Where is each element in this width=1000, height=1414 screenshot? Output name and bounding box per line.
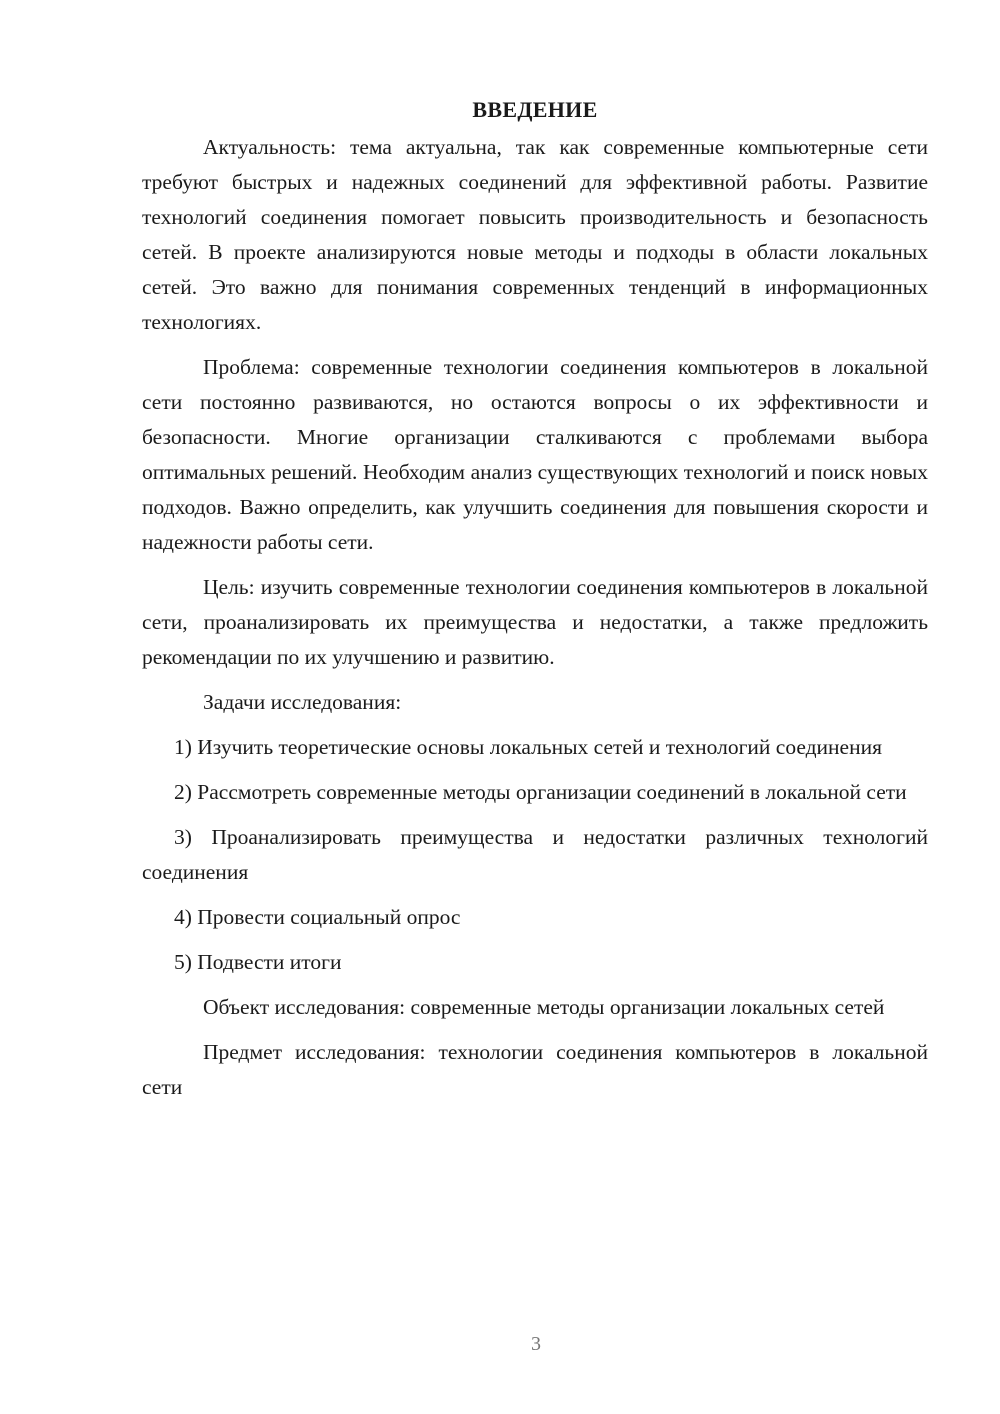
page-number: 3 bbox=[531, 1333, 541, 1355]
task-item: 4) Провести социальный опрос bbox=[174, 905, 461, 929]
task-item: 5) Подвести итоги bbox=[174, 950, 342, 974]
paragraph-object: Объект исследования: современные методы организации локальных сетей bbox=[203, 995, 885, 1019]
task-item: 1) Изучить теоретические основы локальных сетей и технологий соединения bbox=[174, 735, 882, 759]
document-page bbox=[142, 92, 928, 1105]
page-title: ВВЕДЕНИЕ bbox=[472, 97, 598, 122]
paragraph-subject: Предмет исследования: технологии соединения компьютеров в локальной сети bbox=[142, 1040, 928, 1099]
paragraph-goal: Цель: изучить современные технологии соединения компьютеров в локальной сети, проанализировать их преимущества и недостатки, а также предложить рекомендации по их улучшению и развитию. bbox=[142, 575, 928, 669]
paragraph-actuality: Актуальность: тема актуальна, так как современные компьютерные сети требуют быстрых и надежных соединений для эффективной работы. Развитие технологий соединения помогает повысить производительность и безопасность сетей. В проекте анализируются новые методы и подходы в области локальных сетей. Это важно для понимания современных тенденций в информационных технологиях. bbox=[142, 135, 928, 334]
paragraph-problem: Проблема: современные технологии соединения компьютеров в локальной сети постоянно развиваются, но остаются вопросы о их эффективности и безопасности. Многие организации сталкиваются с проблемами выбора оптимальных решений. Необходим анализ существующих технологий и поиск новых подходов. Важно определить, как улучшить соединения для повышения скорости и надежности работы сети. bbox=[142, 355, 928, 554]
task-item: 2) Рассмотреть современные методы организации соединений в локальной сети bbox=[174, 780, 907, 804]
tasks-heading: Задачи исследования: bbox=[203, 690, 402, 714]
task-item: 3) Проанализировать преимущества и недостатки различных технологий соединения bbox=[142, 825, 928, 884]
